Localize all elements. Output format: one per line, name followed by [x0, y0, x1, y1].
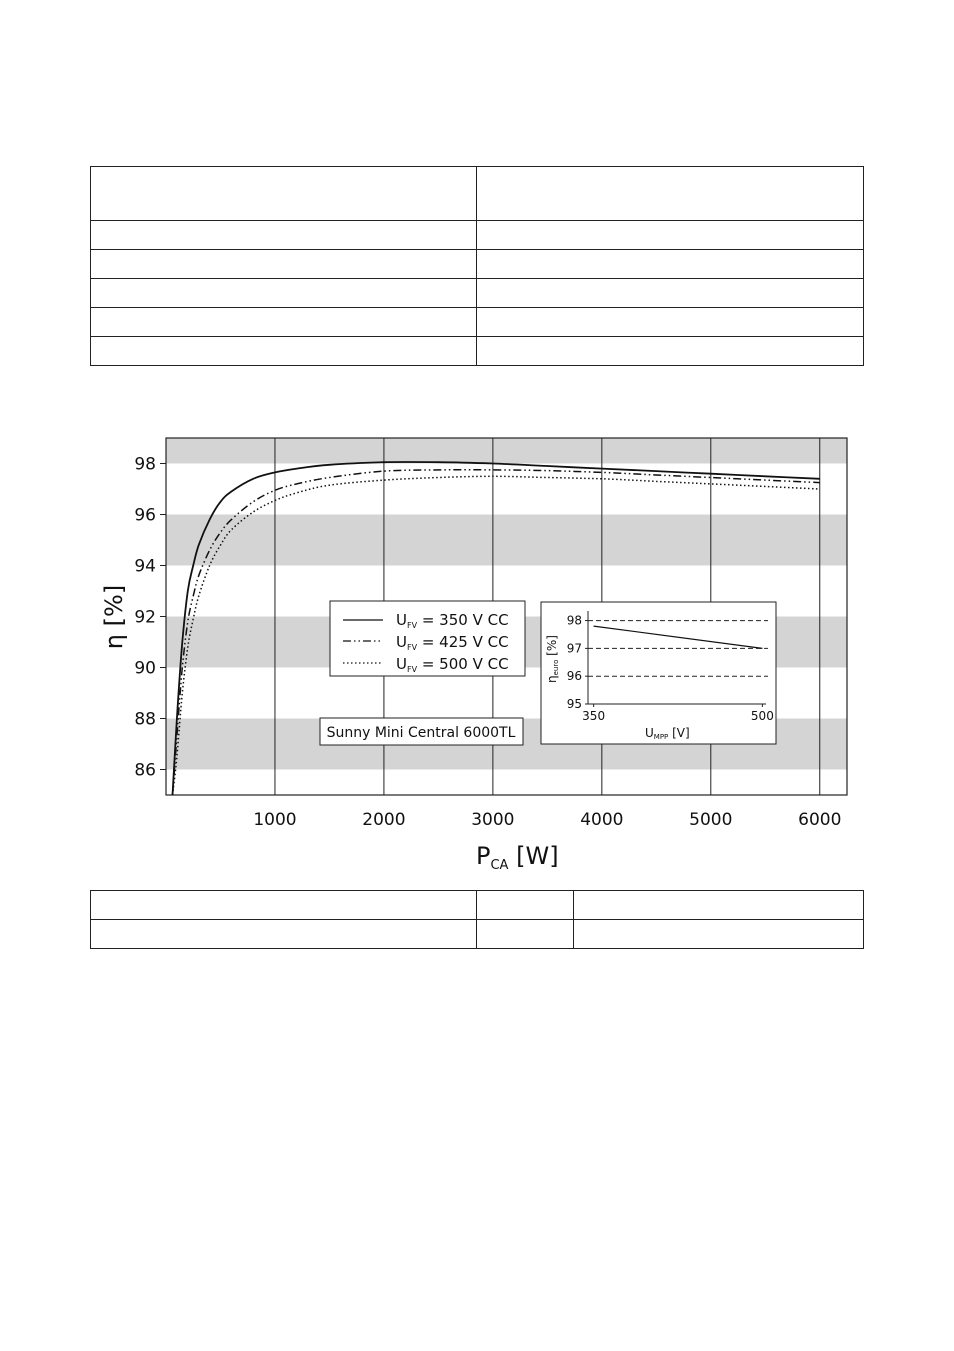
- background-band: [166, 438, 847, 464]
- table-bottom-row: [91, 891, 864, 920]
- x-tick-label: 4000: [580, 810, 624, 830]
- model-annotation: [320, 718, 523, 745]
- x-tick-labels: [253, 810, 841, 830]
- table-bottom-cell: [477, 891, 574, 920]
- y-axis-label: η [%]: [100, 584, 128, 650]
- legend-entry-1: $U_{FV} = 350$ V CC: [396, 611, 509, 630]
- legend-entry-3: $U_{FV} = 500$ V CC: [396, 655, 509, 674]
- spec-table-bottom: [90, 890, 864, 949]
- y-tick-label: 94: [134, 556, 156, 577]
- table-bottom-cell: [91, 891, 477, 920]
- table-bottom-cell: [574, 920, 864, 949]
- y-tick-labels: [134, 455, 166, 781]
- model-annotation-text: Sunny Mini Central 6000TL: [326, 725, 516, 741]
- y-tick-label: 98: [134, 454, 156, 475]
- x-axis-label-sub: CA: [490, 858, 509, 873]
- x-tick-label: 2000: [362, 810, 406, 830]
- y-tick-label: 86: [134, 760, 156, 781]
- y-tick-label: 92: [134, 607, 156, 628]
- x-axis-label: [476, 842, 559, 873]
- x-tick-label: 5000: [689, 810, 733, 830]
- inset-y-tick-label: 95: [566, 697, 582, 711]
- inset-x-axis-label: UMPP [V]: [645, 726, 690, 741]
- inset-y-tick-label: 96: [566, 669, 582, 684]
- inset-y-tick-label: 98: [566, 613, 582, 628]
- inset-chart: [541, 602, 776, 744]
- inset-y-axis-label: ηeuro [%]: [545, 635, 560, 683]
- inset-x-tick-label: 350: [582, 709, 606, 723]
- x-tick-label: 6000: [798, 810, 842, 830]
- y-tick-label: 96: [134, 505, 156, 526]
- x-tick-label: 3000: [471, 810, 515, 830]
- table-bottom-cell: [574, 891, 864, 920]
- y-tick-label: 90: [134, 658, 156, 679]
- background-band: [166, 515, 847, 566]
- table-bottom-row: [91, 920, 864, 949]
- x-axis-label-main: P: [476, 842, 491, 870]
- legend: [330, 601, 525, 676]
- table-bottom-cell: [91, 920, 477, 949]
- x-tick-label: 1000: [253, 810, 297, 830]
- inset-x-tick-label: 500: [750, 709, 774, 723]
- table-bottom-cell: [477, 920, 574, 949]
- x-axis-label-unit: [W]: [508, 842, 559, 870]
- y-tick-label: 88: [134, 709, 156, 730]
- legend-entry-2: $U_{FV} = 425$ V CC: [396, 633, 509, 652]
- inset-y-tick-label: 97: [566, 641, 582, 656]
